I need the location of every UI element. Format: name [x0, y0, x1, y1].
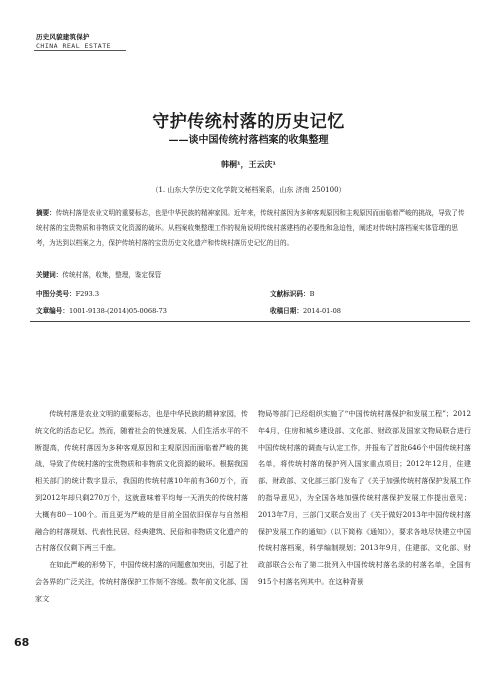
abstract-text: 传统村落是农业文明的重要标志，也是中华民族的精神家园。近年来，传统村落因为多种客观原因和主观原因而面临着严峻的挑战，导致了传统村落的宝贵物质和非物质文化资源的破坏。从档案收集整理工作的视角说明传统村落建档的必要性和急迫性，阐述对传统村落档案实体管理的思考，为达到以档案之力，保护传统村落的宝贵历史文化遗产和传统村落历史记忆的目的。 [36, 209, 465, 247]
journal-column-en: CHINA REAL ESTATE [36, 42, 112, 50]
doc-code [270, 288, 314, 298]
article-number [36, 305, 167, 315]
received-date-value: 2014-01-08 [302, 307, 341, 315]
body-paragraph: 传统村落是农业文明的重要标志，也是中华民族的精神家园，传统文化的活态记忆。然而，随着社会的快速发展、人们生活水平的不断提高，传统村落因为多种客观原因和主观原因而面临着严峻的挑战，导致了传统村落的宝贵物质和非物质文化资源的破坏。根据我国相关部门的统计数字显示，我国的传统村落10年前有360万个，而到2012年却只剩270万个，这就意味着平均每一天消失的传统村落大概有80－100个。而且更为严峻的是目前全国依旧保存与自然相融合的村落规划、代表性民居、经典建筑、民俗和非物质文化遗产的古村落仅仅剩下两三千座。 [35, 409, 248, 553]
keywords-label: 关键词： [36, 271, 63, 279]
body-paragraph: 在如此严峻的形势下，中国传统村落的问题愈加突出，引起了社会各界的广泛关注，传统村落保护工作刻不容缓。数年前文化部、国家文 [35, 560, 248, 603]
abstract [36, 206, 466, 251]
author-affiliation: （1. 山东大学历史文化学院文秘档案系，山东 济南 250100） [151, 186, 346, 194]
article-number-label: 文章编号： [36, 307, 69, 315]
clc-value: F293.3 [75, 290, 100, 298]
doc-code-label: 文献标识码： [270, 290, 310, 298]
article-title: 守护传统村落的历史记忆 [152, 112, 345, 132]
journal-column-cn: 历史风貌建筑保护 [36, 33, 90, 41]
received-date [270, 305, 341, 315]
doc-code-value: B [309, 290, 315, 298]
clc-number [36, 288, 99, 298]
received-date-label: 收稿日期： [270, 307, 303, 315]
body-column-right [258, 406, 471, 591]
keywords-text: 传统村落，收集，整理，鉴定保管 [62, 271, 162, 279]
page-number: 68 [14, 636, 30, 649]
article-subtitle: ——谈中国传统村落档案的收集整理 [168, 135, 329, 146]
body-column-left [35, 406, 248, 608]
keywords [36, 269, 161, 279]
article-number-value: 1001-9138-(2014)05-0068-73 [68, 307, 167, 315]
body-paragraph: 物局等部门已经组织实施了“中国传统村落保护和发展工程”；2012年4月，住房和城乡建设部、文化部、财政部及国家文物局联合进行中国传统村落的调查与认定工作，并报布了首批646个中国传统村落名单，将传统村落的保护列入国家重点项目；2012年12月，住建部、财政部、文化部三部门发布了《关于加强传统村落保护发展工作的指导意见》，为全国各地加强传统村落保护发展工作提出意见；2013年7月，三部门又联合发出了《关于做好2013年中国传统村落保护发展工作的通知》（以下简称《通知》），要求各地尽快建立中国传统村落档案，科学编制规划；2013年9月，住建部、文化部、财政部联合公布了第二批列入中国传统村落名录的村落名单，全国有915个村落名列其中。在这种背景 [258, 409, 471, 586]
abstract-label: 摘要： [36, 209, 56, 217]
article-authors: 韩桐¹，王云庆¹ [220, 160, 276, 169]
section-rule [30, 321, 470, 322]
header-rule [34, 50, 126, 51]
clc-label: 中图分类号： [36, 290, 76, 298]
